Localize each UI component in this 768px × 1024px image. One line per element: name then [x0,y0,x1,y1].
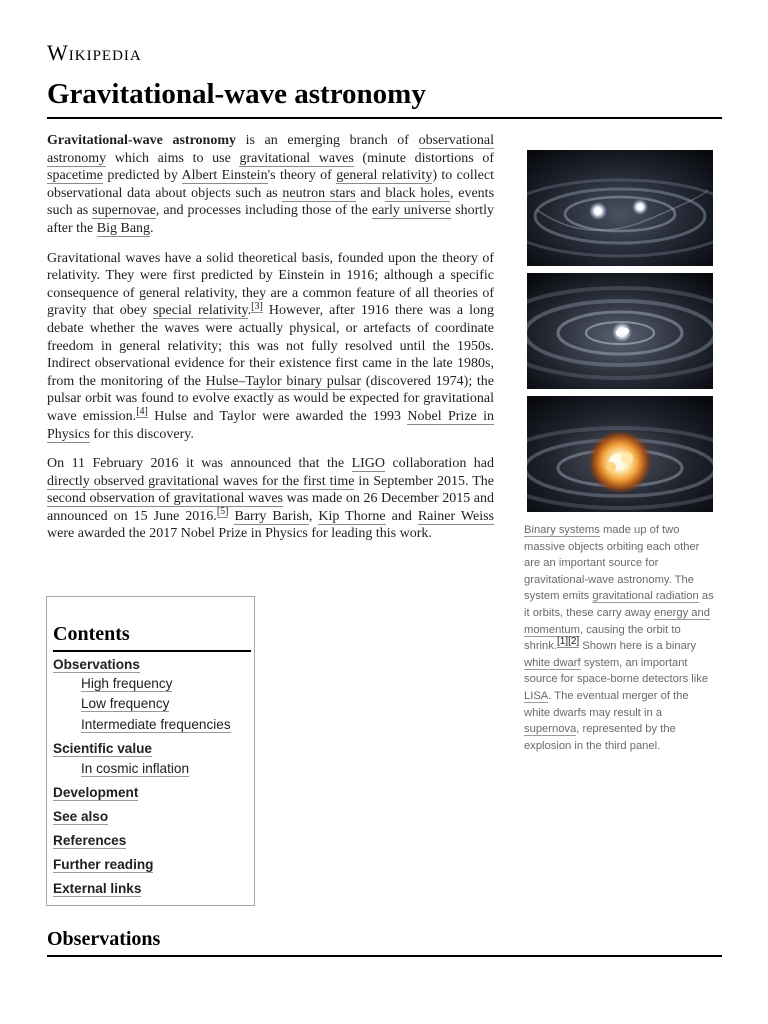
article-body [47,132,494,555]
link-gravitational-waves[interactable]: gravitational waves [239,150,354,166]
link-special-relativity[interactable]: special relativity [153,303,248,319]
toc-item-label: Development [53,785,139,800]
text: , and processes including those of the [155,203,372,219]
toc-title: Contents [53,623,130,645]
ligo-paragraph [47,455,494,543]
link-second-observation[interactable]: second observation of gravitational waves [47,491,283,507]
text: Hulse and Taylor were awarded the 1993 [147,408,408,424]
link-neutron-stars[interactable]: neutron stars [282,185,356,201]
link-rainer-weiss[interactable]: Rainer Weiss [417,508,494,524]
wikipedia-logo[interactable]: Wikipedia [47,40,142,65]
link-kip-thorne[interactable]: Kip Thorne [318,508,386,524]
page-title: Gravitational-wave astronomy [47,78,426,110]
text: made up of two massive objects orbiting each other are an important source for gravitational-wave astronomy. The system emits [524,524,700,603]
figure-panel-merging-binary[interactable] [527,273,713,389]
text: system, an important source for space-borne detectors like [524,656,709,686]
reference-5 [217,506,229,518]
toc-item-external-links[interactable] [53,881,141,896]
reference-2 [568,636,579,648]
text: , causing the orbit to shrink. [524,623,681,653]
text: . [247,303,252,319]
toc-item-further-reading[interactable] [53,857,153,872]
link-hulse-taylor-binary-pulsar[interactable]: Hulse–Taylor binary pulsar [205,373,362,389]
table-of-contents [46,596,255,906]
link-supernova[interactable]: supernova [524,723,577,736]
text: . The eventual merger of the white dwarfs may result in a [524,689,689,719]
section-heading-observations: Observations [47,928,161,950]
text: Shown here is a binary [579,640,697,653]
toc-item-references[interactable] [53,833,126,848]
text: 's theory of [267,168,337,184]
figure-caption [524,522,716,754]
figure-panel-orbiting-binary[interactable] [527,150,713,266]
text: collaboration had [385,456,494,472]
link-barry-barish[interactable]: Barry Barish [234,508,309,524]
title-divider [47,117,722,119]
reference-link-2[interactable]: [2] [568,636,580,648]
toc-item-scientific-value[interactable] [53,741,152,756]
reference-1 [557,636,568,648]
intro-paragraph [47,132,494,238]
text: , represented by the explosion in the third panel. [524,723,676,752]
text: and [355,185,386,201]
toc-item-see-also[interactable] [53,809,108,824]
toc-item-label: References [53,833,127,848]
toc-item-intermediate-frequencies[interactable] [81,717,231,732]
text: which aims to use [106,150,240,166]
text: ) to collect observational data about objects such as [47,168,494,201]
link-general-relativity[interactable]: general relativity [336,168,433,184]
toc-item-observations[interactable] [53,657,140,672]
reference-link-4[interactable]: [4] [136,406,148,418]
link-nobel-prize-in-physics[interactable]: Nobel Prize in Physics [47,408,494,442]
link-binary-systems[interactable]: Binary systems [524,524,600,536]
text: (discovered 1974); the pulsar orbit was found to evolve exactly as would be expected for gravitational wave emission. [47,373,494,424]
link-supernovae[interactable]: supernovae [92,203,156,219]
toc-item-label: Intermediate frequencies [81,717,231,732]
toc-item-in-cosmic-inflation[interactable] [81,761,189,776]
text: in September 2015. The [354,473,494,489]
text: (minute distortions of [353,150,495,166]
link-spacetime[interactable]: spacetime [47,168,103,184]
link-white-dwarf[interactable]: white dwarf [524,656,581,669]
text: as it orbits, these carry away [524,590,714,619]
link-albert-einstein[interactable]: Albert Einstein [181,168,268,184]
section-divider [47,955,722,957]
toc-divider [53,650,251,652]
orbiting-binary-image [527,150,713,266]
link-ligo[interactable]: LIGO [351,456,385,472]
text: . [150,220,154,236]
lead-term: Gravitational-wave astronomy [47,133,236,148]
text: is an emerging branch of [236,133,419,148]
toc-item-label: Low frequency [81,696,170,711]
reference-link-3[interactable]: [3] [251,300,263,312]
toc-item-low-frequency[interactable] [81,696,169,711]
text: Gravitational waves have a solid theoretical basis, founded upon the theory of relativity. They were first predicted by Einstein in 1916; although a specific consequence of general relativity, they are a common feature of all theories of gravity that obey [47,250,494,319]
merging-binary-image [527,273,713,389]
link-gravitational-radiation[interactable]: gravitational radiation [592,590,699,603]
history-paragraph [47,250,494,444]
text: , [308,508,319,524]
toc-item-development[interactable] [53,785,138,800]
reference-link-5[interactable]: [5] [216,506,229,518]
toc-item-label: High frequency [81,676,173,691]
toc-item-label: Observations [53,657,140,672]
toc-item-label: See also [53,809,109,824]
text: On 11 February 2016 it was announced that the [47,456,352,472]
text: for this discovery. [89,426,194,442]
link-lisa[interactable]: LISA [524,689,549,702]
link-first-observation[interactable]: directly observed gravitational waves for the first time [47,473,355,489]
reference-3 [251,301,263,313]
link-black-holes[interactable]: black holes [385,185,450,201]
text: shortly after the [47,203,495,236]
text: , events such as [47,185,495,219]
reference-link-1[interactable]: [1] [556,636,569,648]
toc-item-label: In cosmic inflation [81,761,190,776]
toc-item-high-frequency[interactable] [81,676,172,691]
link-early-universe[interactable]: early universe [371,203,452,219]
text: and [385,508,418,524]
supernova-explosion-image [527,396,713,512]
figure-panel-supernova[interactable] [527,396,713,512]
link-observational-astronomy[interactable]: observational astronomy [47,133,494,166]
text: predicted by [102,168,182,184]
reference-4 [136,406,148,418]
binary-system-figure[interactable] [527,150,713,519]
text: was made on 26 December 2015 and announced on 15 June 2016. [47,491,495,524]
toc-item-label: Further reading [53,857,154,872]
text: However, after 1916 there was a long debate whether the waves were actually physical, or artefacts of coordinate freedom in general relativity; this was not fully resolved until the 1950s. Indirect observational evidence for their existence first came in the late 1980s, from the monitoring of the [47,303,494,389]
link-energy-and-momentum[interactable]: energy and momentum [524,606,710,636]
toc-item-label: External links [53,881,142,896]
text: were awarded the 2017 Nobel Prize in Physics for leading this work. [47,526,432,542]
link-big-bang[interactable]: Big Bang [96,220,151,236]
toc-item-label: Scientific value [53,741,152,756]
